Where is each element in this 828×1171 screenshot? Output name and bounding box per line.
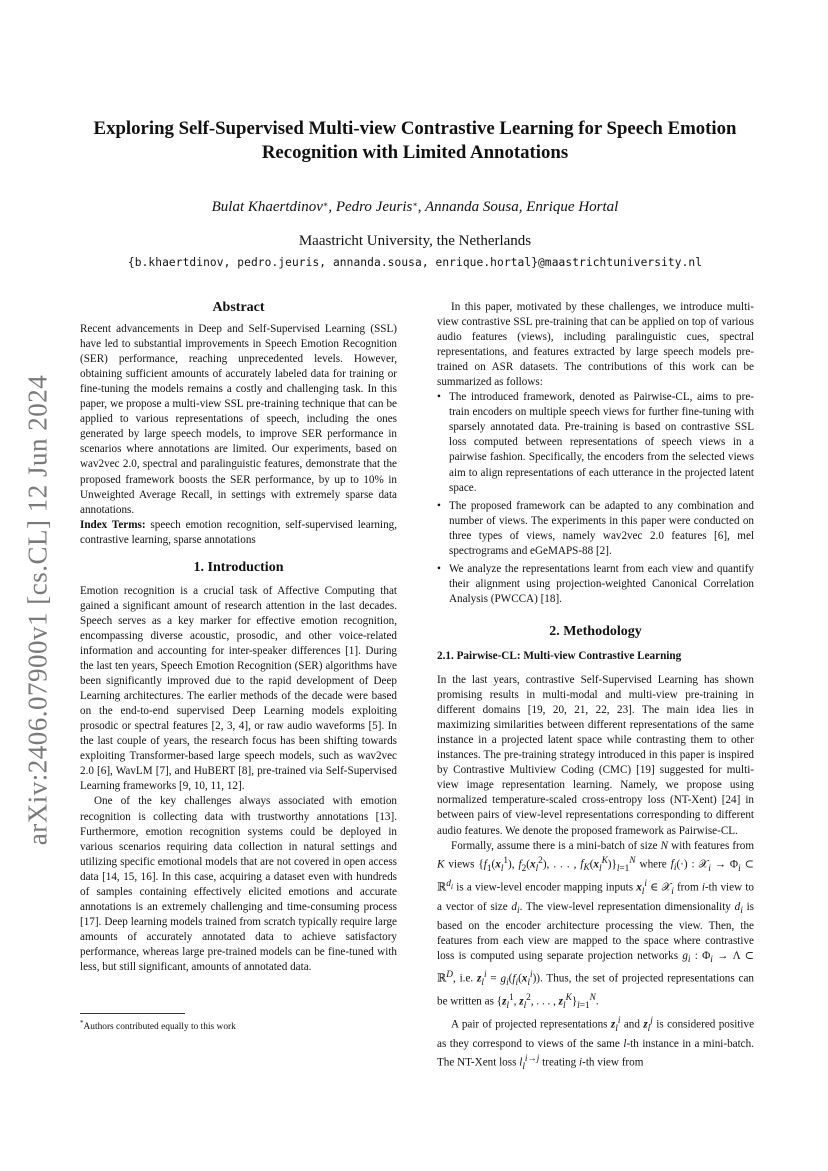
contributions-list — [437, 390, 754, 607]
methodology-paragraph-2: Formally, assume there is a mini-batch of size N with features from K views {$f_1(x_l^1)$, $f_2(x_l^2)$, . . . , $f_K(x_l^K)\}_{l=1}^N$ where $f_i(\cdot)$ : 𝒳$_i$ → $\Phi_i$ ⊂ ℝ$^{d_i}$ is a view-level encoder mapping inputs $x_l^i$ ∈ 𝒳$_i$ from i-th view to a vector of size $d_i$. The view-level representation dimensionality $d_i$ is based on the encoder architecture processing the view. Then, the features from each view are mapped to the space where contrastive loss is computed using separate projection networks $g_i$ : $\Phi_i \to \Lambda$ ⊂ ℝ$^D$, i.e. $z_l^i = g_i(f_i(x_l^i))$. Thus, the set of projected representations can be written as {$z_l^1$, $z_l^2$, . . . , $z_l^K\}_{l=1}^N$. — [437, 839, 755, 1012]
contribution-item: • The proposed framework can be adapted to any combination and number of views. The experiments in this paper were conducted on three types of views, namely wav2vec 2.0 features [6], mel spectrograms and eGeMAPS-88 [2]. — [437, 499, 754, 559]
affiliation: Maastricht University, the Netherlands — [298, 233, 532, 249]
methodology-heading: 2. Methodology — [549, 623, 642, 639]
pairwise-cl-subheading: 2.1. Pairwise-CL: Multi-view Contrastive Learning — [437, 649, 682, 662]
index-terms — [80, 518, 397, 548]
intro-paragraph-3: In this paper, motivated by these challenges, we introduce multi-view contrastive SSL pre-training that can be applied on top of various audio features (views), including paralinguistic cues, spectral representations, and features extracted by large speech models pre-trained on ASR datasets. The contributions of this work can be summarized as follows: — [437, 301, 754, 389]
contribution-item: • We analyze the representations learnt from each view and quantify their alignment using projection-weighted Canonical Correlation Analysis (PWCCA) [18]. — [437, 562, 754, 607]
introduction-heading: 1. Introduction — [193, 559, 284, 575]
footnote-rule — [80, 1013, 185, 1014]
left-column — [80, 300, 397, 975]
author-list: Bulat Khaertdinov∗, Pedro Jeuris∗, Annanda Sousa, Enrique Hortal — [211, 199, 619, 215]
paper-title: Exploring Self-Supervised Multi-view Contrastive Learning for Speech Emotion Recognition with Limited Annotations — [93, 118, 737, 163]
abstract-heading: Abstract — [212, 300, 265, 315]
methodology-paragraph-3: A pair of projected representations $z_l^i$ and $z_l^j$ is considered positive as they correspond to views of the same l-th instance in a mini-batch. The NT-Xent loss $l_l^{i\to j}$ treating i-th view from — [437, 1016, 755, 1073]
abstract-text: Recent advancements in Deep and Self-Supervised Learning (SSL) have led to substantial improvements in Speech Emotion Recognition (SER) performance, reaching unprecedented levels. However, obtaining sufficient amounts of accurately labeled data for training or fine-tuning the models remains a costly and challenging task. In this paper, we propose a multi-view SSL pre-training technique that can be applied to various representations of speech, including the ones generated by large speech models, to improve SER performance in scenarios where annotations are limited. Our experiments, based on wav2vec 2.0, spectral and paralinguistic features, demonstrate that the proposed framework boosts the SER performance, by up to 10% in Unweighted Average Recall, in settings with extremely sparse data annotations. — [80, 323, 397, 516]
contribution-item: • The introduced framework, denoted as Pairwise-CL, aims to pre-train encoders on multiple speech views for further fine-tuning with sparsely annotated data. Pre-training is based on contrastive SSL loss computed between representations of speech views in a pairwise fashion. Specifically, the encoders from the selected views aim to align representations of each utterance in the projected latent space. — [437, 390, 754, 495]
author-emails: {b.khaertdinov, pedro.jeuris, annanda.sousa, enrique.hortal}@maastrichtuniversity.nl — [127, 256, 703, 269]
index-terms-text: speech emotion recognition, self-supervised learning, contrastive learning, sparse annotations — [80, 518, 398, 546]
arxiv-identifier: arXiv:2406.07900v1 [cs.CL] 12 Jun 2024 — [22, 374, 53, 846]
footnote: *Authors contributed equally to this work — [80, 1019, 236, 1033]
index-terms-label: Index Terms: — [80, 518, 146, 531]
intro-paragraph-2: One of the key challenges always associated with emotion recognition is collecting data with trustworthy annotations [13]. Furthermore, emotion recognition systems could be deployed in various scenarios requiring data collection in natural settings and utilizing specific emotional models that are not covered in open access data [14, 15, 16]. In this case, acquiring a dataset even with hundreds of samples containing effectively elicited emotions and accurate annotations is an extremely challenging and time-consuming process [17]. Deep learning models trained from scratch typically require large amounts of accurately annotated data to achieve satisfactory performance, whereas large pre-trained models can be fine-tuned with less, but still significant, amounts of annotated data. — [80, 795, 397, 973]
right-column — [437, 300, 754, 1075]
intro-paragraph-1: Emotion recognition is a crucial task of Affective Computing that gained a significant amount of research attention in the last decades. Speech serves as a key marker for effective emotion recognition, encompassing diverse acoustic, prosodic, and other voice-related information and accounting for inter-speaker differences [1]. During the last ten years, Speech Emotion Recognition (SER) algorithms have been significantly improved due to the rapid development of Deep Learning architectures. The earlier methods of the decade were based on the end-to-end supervised Deep Learning models exploiting prosodic or spectral features [2, 3, 4], or raw audio waveforms [5]. In the last couple of years, the research focus has been shifting towards exploiting Transformer-based large speech models, such as wav2vec 2.0 [6], WavLM [7], and HuBERT [8], pre-trained via Self-Supervised Learning frameworks [9, 10, 11, 12]. — [80, 584, 397, 793]
methodology-paragraph-1: In the last years, contrastive Self-Supervised Learning has shown promising results in multi-modal and multi-view pre-training in different domains [19, 20, 21, 22, 23]. The main idea lies in maximizing similarities between different representations of the same instance in a projected latent space while contrasting them to other instances. The pre-training strategy introduced in this paper is inspired by Contrastive Multiview Coding (CMC) [19] suggested for multi-view image representation learning. Namely, we propose using normalized temperature-scaled cross-entropy loss (NT-Xent) [24] in between pairs of view-level representations corresponding to different audio features. We denote the proposed framework as Pairwise-CL. — [437, 674, 754, 837]
